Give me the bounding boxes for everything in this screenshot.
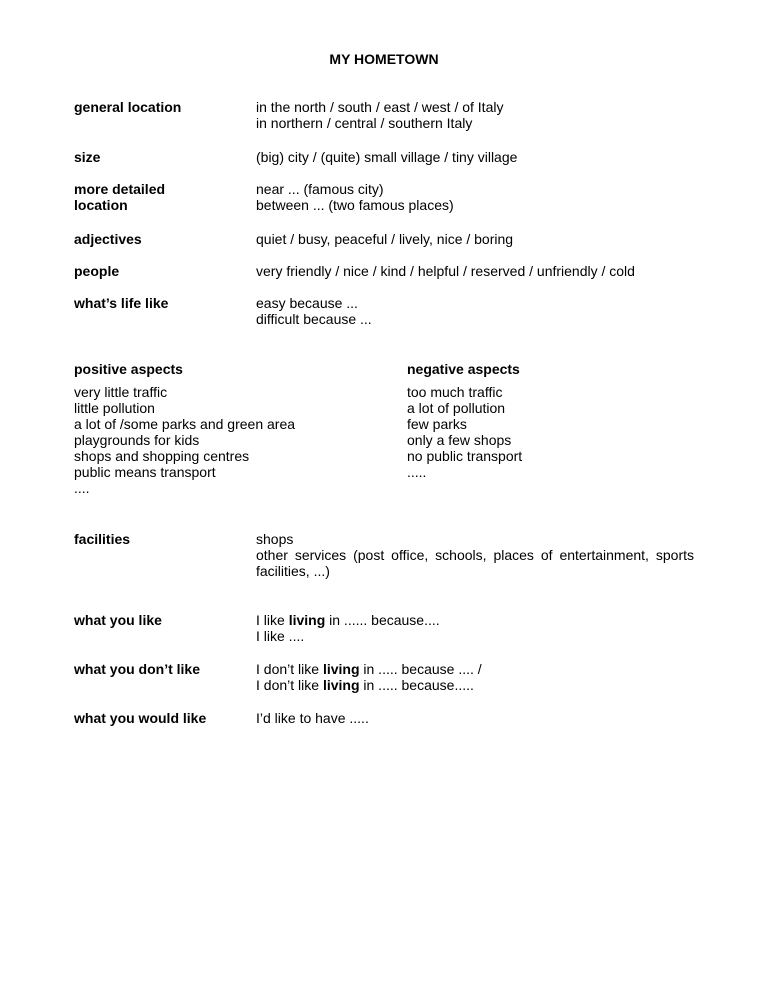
content-line: [256, 661, 694, 677]
content-line: in the north / south / east / west / of Italy: [256, 99, 504, 115]
section-label: what’s life like: [74, 295, 169, 311]
list-item: a lot of pollution: [407, 400, 506, 416]
list-item: only a few shops: [407, 432, 512, 448]
section-label: facilities: [74, 531, 131, 547]
section-content: [256, 531, 694, 579]
section-content: [256, 295, 694, 327]
section-content: [256, 710, 694, 726]
bold-word: living: [322, 677, 360, 693]
section-content: [256, 231, 694, 247]
list-item: little pollution: [74, 400, 155, 416]
negative-aspects-list: [407, 384, 522, 480]
section-content: [256, 149, 694, 165]
list-item: few parks: [407, 416, 467, 432]
content-line: very friendly / nice / kind / helpful / reserved / unfriendly / cold: [256, 263, 635, 279]
bold-word: living: [288, 612, 326, 628]
content-line: I’d like to have .....: [256, 710, 369, 726]
content-line: (big) city / (quite) small village / tiny village: [256, 149, 518, 165]
list-item: playgrounds for kids: [74, 432, 200, 448]
section-label: [74, 181, 244, 213]
list-item: no public transport: [407, 448, 523, 464]
text-fragment: I like: [256, 612, 289, 628]
label-line: more detailed: [74, 181, 166, 197]
list-item: shops and shopping centres: [74, 448, 250, 464]
list-item: a lot of /some parks and green area: [74, 416, 296, 432]
text-fragment: in ..... because .... /: [359, 661, 482, 677]
section-content: [256, 612, 694, 644]
content-line: [256, 612, 694, 628]
content-line: shops: [256, 531, 294, 547]
content-line: easy because ...: [256, 295, 358, 311]
list-item: very little traffic: [74, 384, 168, 400]
list-item: ....: [74, 480, 90, 496]
list-item: too much traffic: [407, 384, 503, 400]
section-content: [256, 661, 694, 693]
section-content: [256, 99, 694, 131]
text-fragment: I don’t like: [256, 677, 323, 693]
section-label: what you would like: [74, 710, 207, 726]
text-fragment: I don’t like: [256, 661, 323, 677]
positive-aspects-heading: positive aspects: [74, 361, 183, 377]
section-content: [256, 181, 694, 213]
negative-aspects-heading: negative aspects: [407, 361, 520, 377]
label-line: location: [74, 197, 128, 213]
content-line: in northern / central / southern Italy: [256, 115, 473, 131]
content-line: between ... (two famous places): [256, 197, 454, 213]
text-fragment: in ...... because....: [325, 612, 440, 628]
section-label: people: [74, 263, 120, 279]
section-label: general location: [74, 99, 182, 115]
bold-word: living: [322, 661, 360, 677]
content-line: other services (post office, schools, places of entertainment, sports facilities, ...): [256, 547, 694, 579]
page-title: MY HOMETOWN: [329, 51, 439, 67]
content-line: near ... (famous city): [256, 181, 384, 197]
section-label: adjectives: [74, 231, 142, 247]
section-label: what you like: [74, 612, 162, 628]
section-label: what you don’t like: [74, 661, 201, 677]
list-item: .....: [407, 464, 427, 480]
section-content: [256, 263, 694, 279]
content-line: quiet / busy, peaceful / lively, nice / boring: [256, 231, 514, 247]
content-line: [256, 677, 694, 693]
list-item: public means transport: [74, 464, 216, 480]
text-fragment: in ..... because.....: [359, 677, 474, 693]
positive-aspects-list: [74, 384, 295, 496]
content-line: I like ....: [256, 628, 305, 644]
section-label: size: [74, 149, 101, 165]
content-line: difficult because ...: [256, 311, 372, 327]
